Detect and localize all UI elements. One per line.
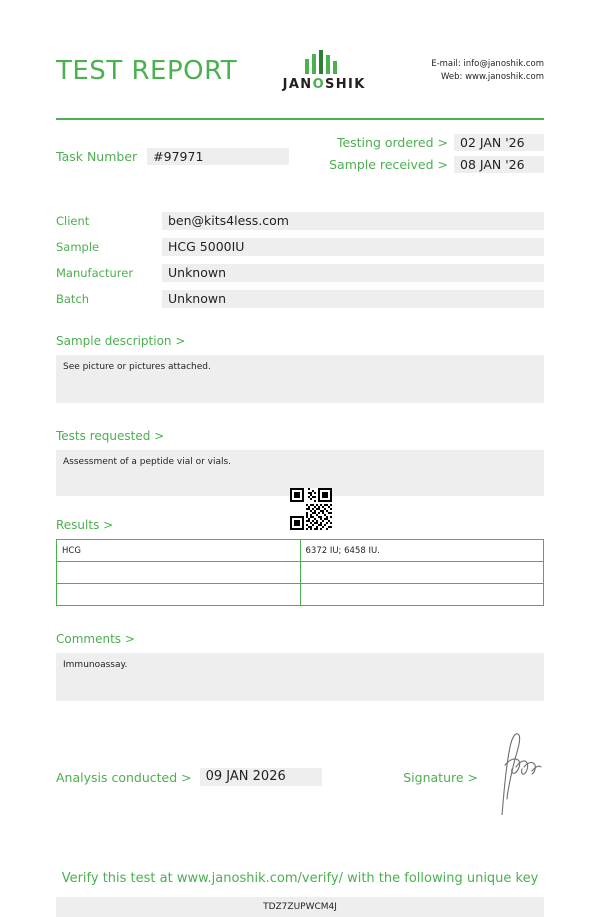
- page-title: TEST REPORT: [56, 56, 238, 86]
- result-value-0: 6372 IU; 6458 IU.: [300, 540, 544, 562]
- comments-heading: Comments >: [56, 632, 135, 646]
- table-row: [57, 584, 544, 606]
- field-label-manufacturer: Manufacturer: [56, 266, 134, 280]
- sample-description-text: See picture or pictures attached.: [56, 355, 544, 403]
- task-section: [56, 134, 544, 178]
- report-header: [56, 0, 544, 102]
- testing-ordered-value: 02 JAN '26: [454, 134, 544, 151]
- field-value-batch: Unknown: [162, 290, 544, 308]
- janoshik-logo: [283, 50, 366, 92]
- analysis-conducted-label: Analysis conducted >: [56, 769, 192, 785]
- fields-section: [56, 212, 544, 308]
- result-value-1: [300, 562, 544, 584]
- testing-ordered-row: [329, 134, 544, 151]
- analysis-section: [56, 735, 544, 819]
- signature-group: [403, 735, 544, 819]
- sample-received-value: 08 JAN '26: [454, 156, 544, 173]
- contact-info: [431, 58, 544, 84]
- result-name-1: [57, 562, 301, 584]
- verify-key: TDZ7ZUPWCM4J: [56, 897, 544, 917]
- field-value-client: ben@kits4less.com: [162, 212, 544, 230]
- sample-description-heading: Sample description >: [56, 334, 186, 348]
- contact-email: E-mail: info@janoshik.com: [431, 59, 544, 69]
- result-name-0: HCG: [57, 540, 301, 562]
- result-name-2: [57, 584, 301, 606]
- analysis-conducted-group: [56, 768, 322, 786]
- task-number-group: [56, 134, 289, 178]
- result-value-2: [300, 584, 544, 606]
- logo-text-part1: JAN: [282, 77, 313, 92]
- field-value-sample: HCG 5000IU: [162, 238, 544, 256]
- header-divider: [56, 118, 544, 120]
- comments-text: Immunoassay.: [56, 653, 544, 701]
- field-value-manufacturer: Unknown: [162, 264, 544, 282]
- sample-received-label: Sample received >: [329, 157, 448, 172]
- signature-label: Signature >: [403, 769, 478, 785]
- field-row-manufacturer: [56, 264, 544, 282]
- testing-ordered-label: Testing ordered >: [336, 135, 448, 150]
- qr-code-icon: [290, 488, 332, 530]
- tests-requested-text: Assessment of a peptide vial or vials.: [56, 450, 544, 496]
- contact-web: Web: www.janoshik.com: [440, 72, 544, 82]
- field-row-client: [56, 212, 544, 230]
- logo-wordmark: [283, 77, 366, 92]
- task-number-value: #97971: [147, 148, 289, 165]
- results-table: [56, 539, 544, 606]
- field-row-batch: [56, 290, 544, 308]
- logo-mark-icon: [303, 50, 345, 74]
- field-label-sample: Sample: [56, 240, 100, 254]
- analysis-conducted-value: 09 JAN 2026: [200, 768, 322, 786]
- logo-text-part2: O: [312, 77, 326, 92]
- field-label-client: Client: [56, 214, 90, 228]
- verify-text: Verify this test at www.janoshik.com/verify/ with the following unique key: [61, 871, 539, 886]
- tests-requested-heading: Tests requested >: [56, 429, 165, 443]
- table-row: [57, 540, 544, 562]
- table-row: [57, 562, 544, 584]
- sample-received-row: [329, 156, 544, 173]
- field-label-batch: Batch: [56, 292, 90, 306]
- results-heading: Results >: [56, 518, 114, 532]
- signature-image: [488, 729, 544, 819]
- task-number-label: Task Number: [56, 148, 138, 164]
- results-section: [56, 518, 544, 606]
- logo-text-part3: SHIK: [325, 77, 366, 92]
- task-dates-group: [329, 134, 544, 178]
- field-row-sample: [56, 238, 544, 256]
